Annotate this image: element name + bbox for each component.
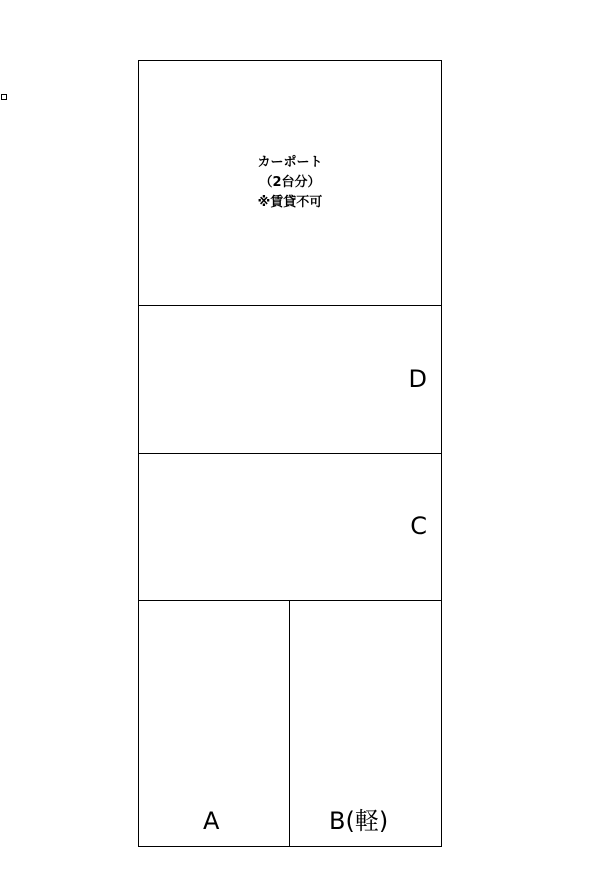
- carport-capacity: （2台分）: [259, 175, 321, 190]
- divider-d-c: [139, 453, 441, 454]
- carport-label: [139, 153, 441, 213]
- divider-carport-d: [139, 305, 441, 306]
- space-d-label: D: [408, 365, 427, 393]
- space-c-label: C: [410, 512, 427, 540]
- carport-note: ※賃貸不可: [257, 195, 323, 210]
- space-b-label: B(軽): [329, 807, 389, 835]
- faint-header-text: [150, 0, 450, 8]
- anchor-marker: [1, 94, 7, 100]
- carport-title: カーポート: [257, 155, 323, 170]
- divider-a-b: [289, 600, 290, 846]
- parking-lot-diagram: [138, 60, 442, 847]
- divider-c-ab: [139, 600, 441, 601]
- space-a-label: A: [203, 807, 220, 835]
